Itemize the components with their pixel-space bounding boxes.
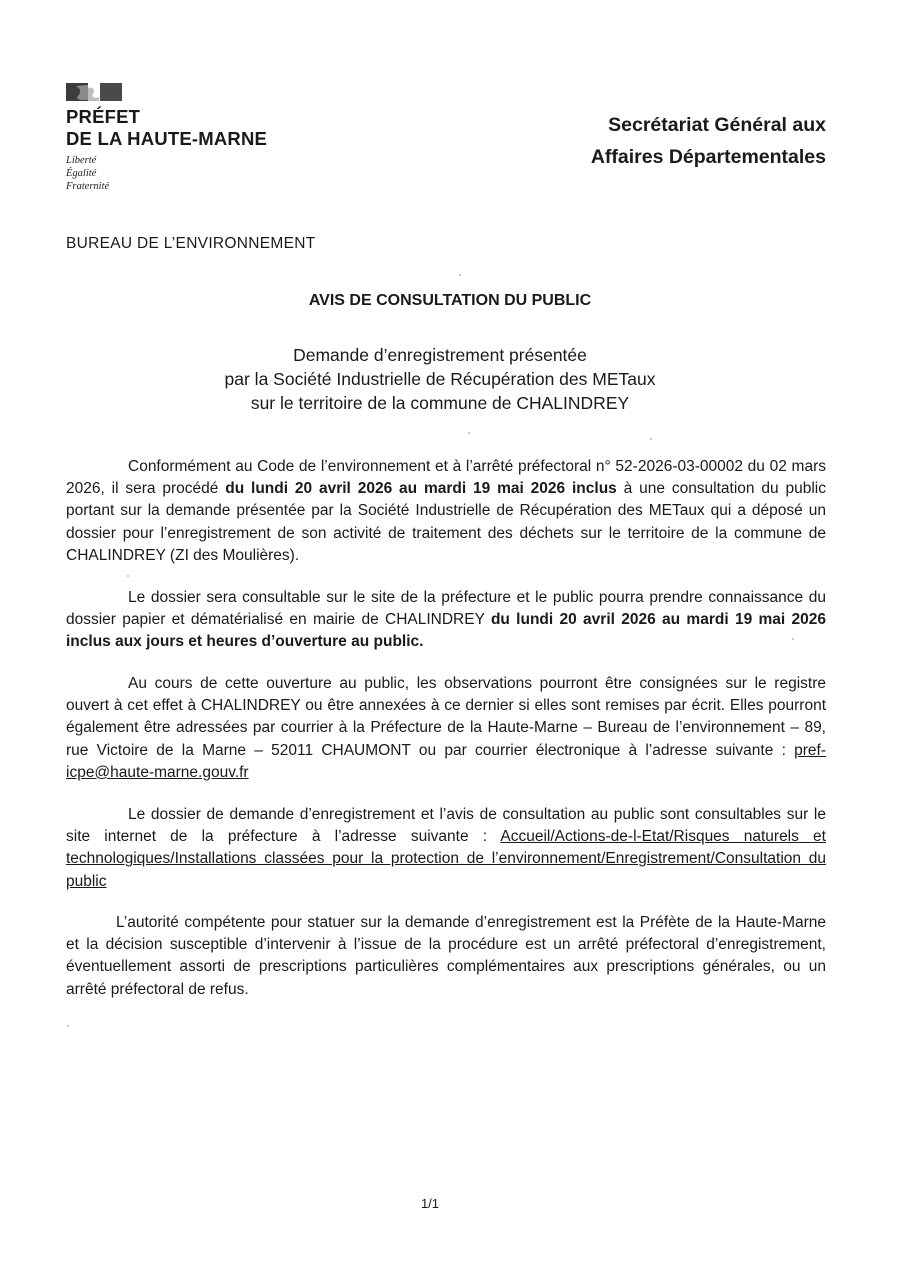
p2-dates: du lundi 20 avril 2026 au mardi 19 mai 2026 inclus aux jours et heures d’ouverture au public. — [66, 611, 826, 651]
marianne-flag-logo — [66, 82, 122, 102]
scan-speck — [792, 638, 794, 640]
prefet-line-1: PRÉFET — [66, 106, 141, 127]
paragraph-4 — [66, 804, 826, 893]
secretariat-line-1: Secrétariat Général aux — [608, 114, 826, 136]
p2-text-a: Le dossier sera consultable sur le site de la préfecture et le public pourra prendre connaissance du dossier papier et dématérialisé en mairie de CHALINDREY — [66, 589, 826, 629]
prefet-line-2: DE LA HAUTE-MARNE — [66, 128, 268, 149]
p3-text-a: Au cours de cette ouverture au public, les observations pourront être consignées sur le registre ouvert à cet effet à CHALINDREY ou être annexées à ce dernier si elles sont remises par écrit. Elles pourront également être adressées par courrier à la Préfecture de la Haute-Marne – Bureau de l’environnement – 89, rue Victoire de la Marne – 52011 CHAUMONT ou par courrier électronique à l’adresse suivante : — [66, 675, 826, 759]
p5-text: L’autorité compétente pour statuer sur la demande d’enregistrement est la Préfète de la Haute-Marne et la décision susceptible d’intervenir à l’issue de la procédure est un arrêté préfectoral d’enregistrement, éventuellement assorti de prescriptions particulières complémentaires aux prescriptions générales, ou un arrêté préfectoral de refus. — [66, 914, 826, 998]
paragraph-1 — [66, 456, 826, 567]
secretariat-title — [591, 109, 826, 173]
notice-subtitle — [0, 343, 880, 415]
subtitle-line-1: Demande d’enregistrement présentée — [293, 345, 587, 365]
secretariat-line-2: Affaires Départementales — [590, 146, 826, 168]
republic-motto — [66, 154, 109, 193]
bureau-label: BUREAU DE L’ENVIRONNEMENT — [66, 235, 316, 252]
scan-speck — [459, 274, 461, 276]
notice-title: AVIS DE CONSULTATION DU PUBLIC — [308, 292, 592, 309]
motto-fraternite: Fraternité — [66, 181, 110, 192]
page-number: 1/1 — [420, 1196, 440, 1211]
scan-speck — [468, 432, 470, 434]
motto-egalite: Égalité — [66, 168, 97, 179]
motto-liberte: Liberté — [66, 155, 97, 166]
prefecture-website-link[interactable]: Accueil/Actions-de-l-Etat/Risques naturels et technologiques/Installations classées pour la protection de l’environnement/Enregistrement/Consultation du public — [66, 828, 826, 890]
p1-text-a: Conformément au Code de l’environnement et à l’arrêté préfectoral n° 52-2026-03-00002 du 02 mars 2026, il sera procédé — [66, 458, 826, 498]
p1-dates: du lundi 20 avril 2026 au mardi 19 mai 2026 inclus — [225, 480, 617, 498]
subtitle-line-3: sur le territoire de la commune de CHALINDREY — [250, 393, 630, 413]
scan-speck — [67, 1025, 69, 1027]
paragraph-2 — [66, 587, 826, 654]
p4-text-a: Le dossier de demande d’enregistrement et l’avis de consultation au public sont consultables sur le site internet de la préfecture à l’adresse suivante : — [66, 806, 826, 846]
p1-text-c: à une consultation du public portant sur la demande présentée par la Société Industrielle de Récupération des METaux qui a déposé un dossier pour l’enregistrement de son activité de traitement des déchets sur le territoire de la commune de CHALINDREY (ZI des Moulières). — [66, 480, 826, 564]
contact-email-link[interactable]: pref-icpe@haute-marne.gouv.fr — [66, 741, 826, 781]
paragraph-3 — [66, 673, 826, 784]
prefet-title — [66, 106, 267, 150]
scan-speck — [127, 575, 129, 577]
scan-speck — [650, 438, 652, 440]
paragraph-5 — [66, 912, 826, 1001]
subtitle-line-2: par la Société Industrielle de Récupération des METaux — [224, 369, 656, 389]
